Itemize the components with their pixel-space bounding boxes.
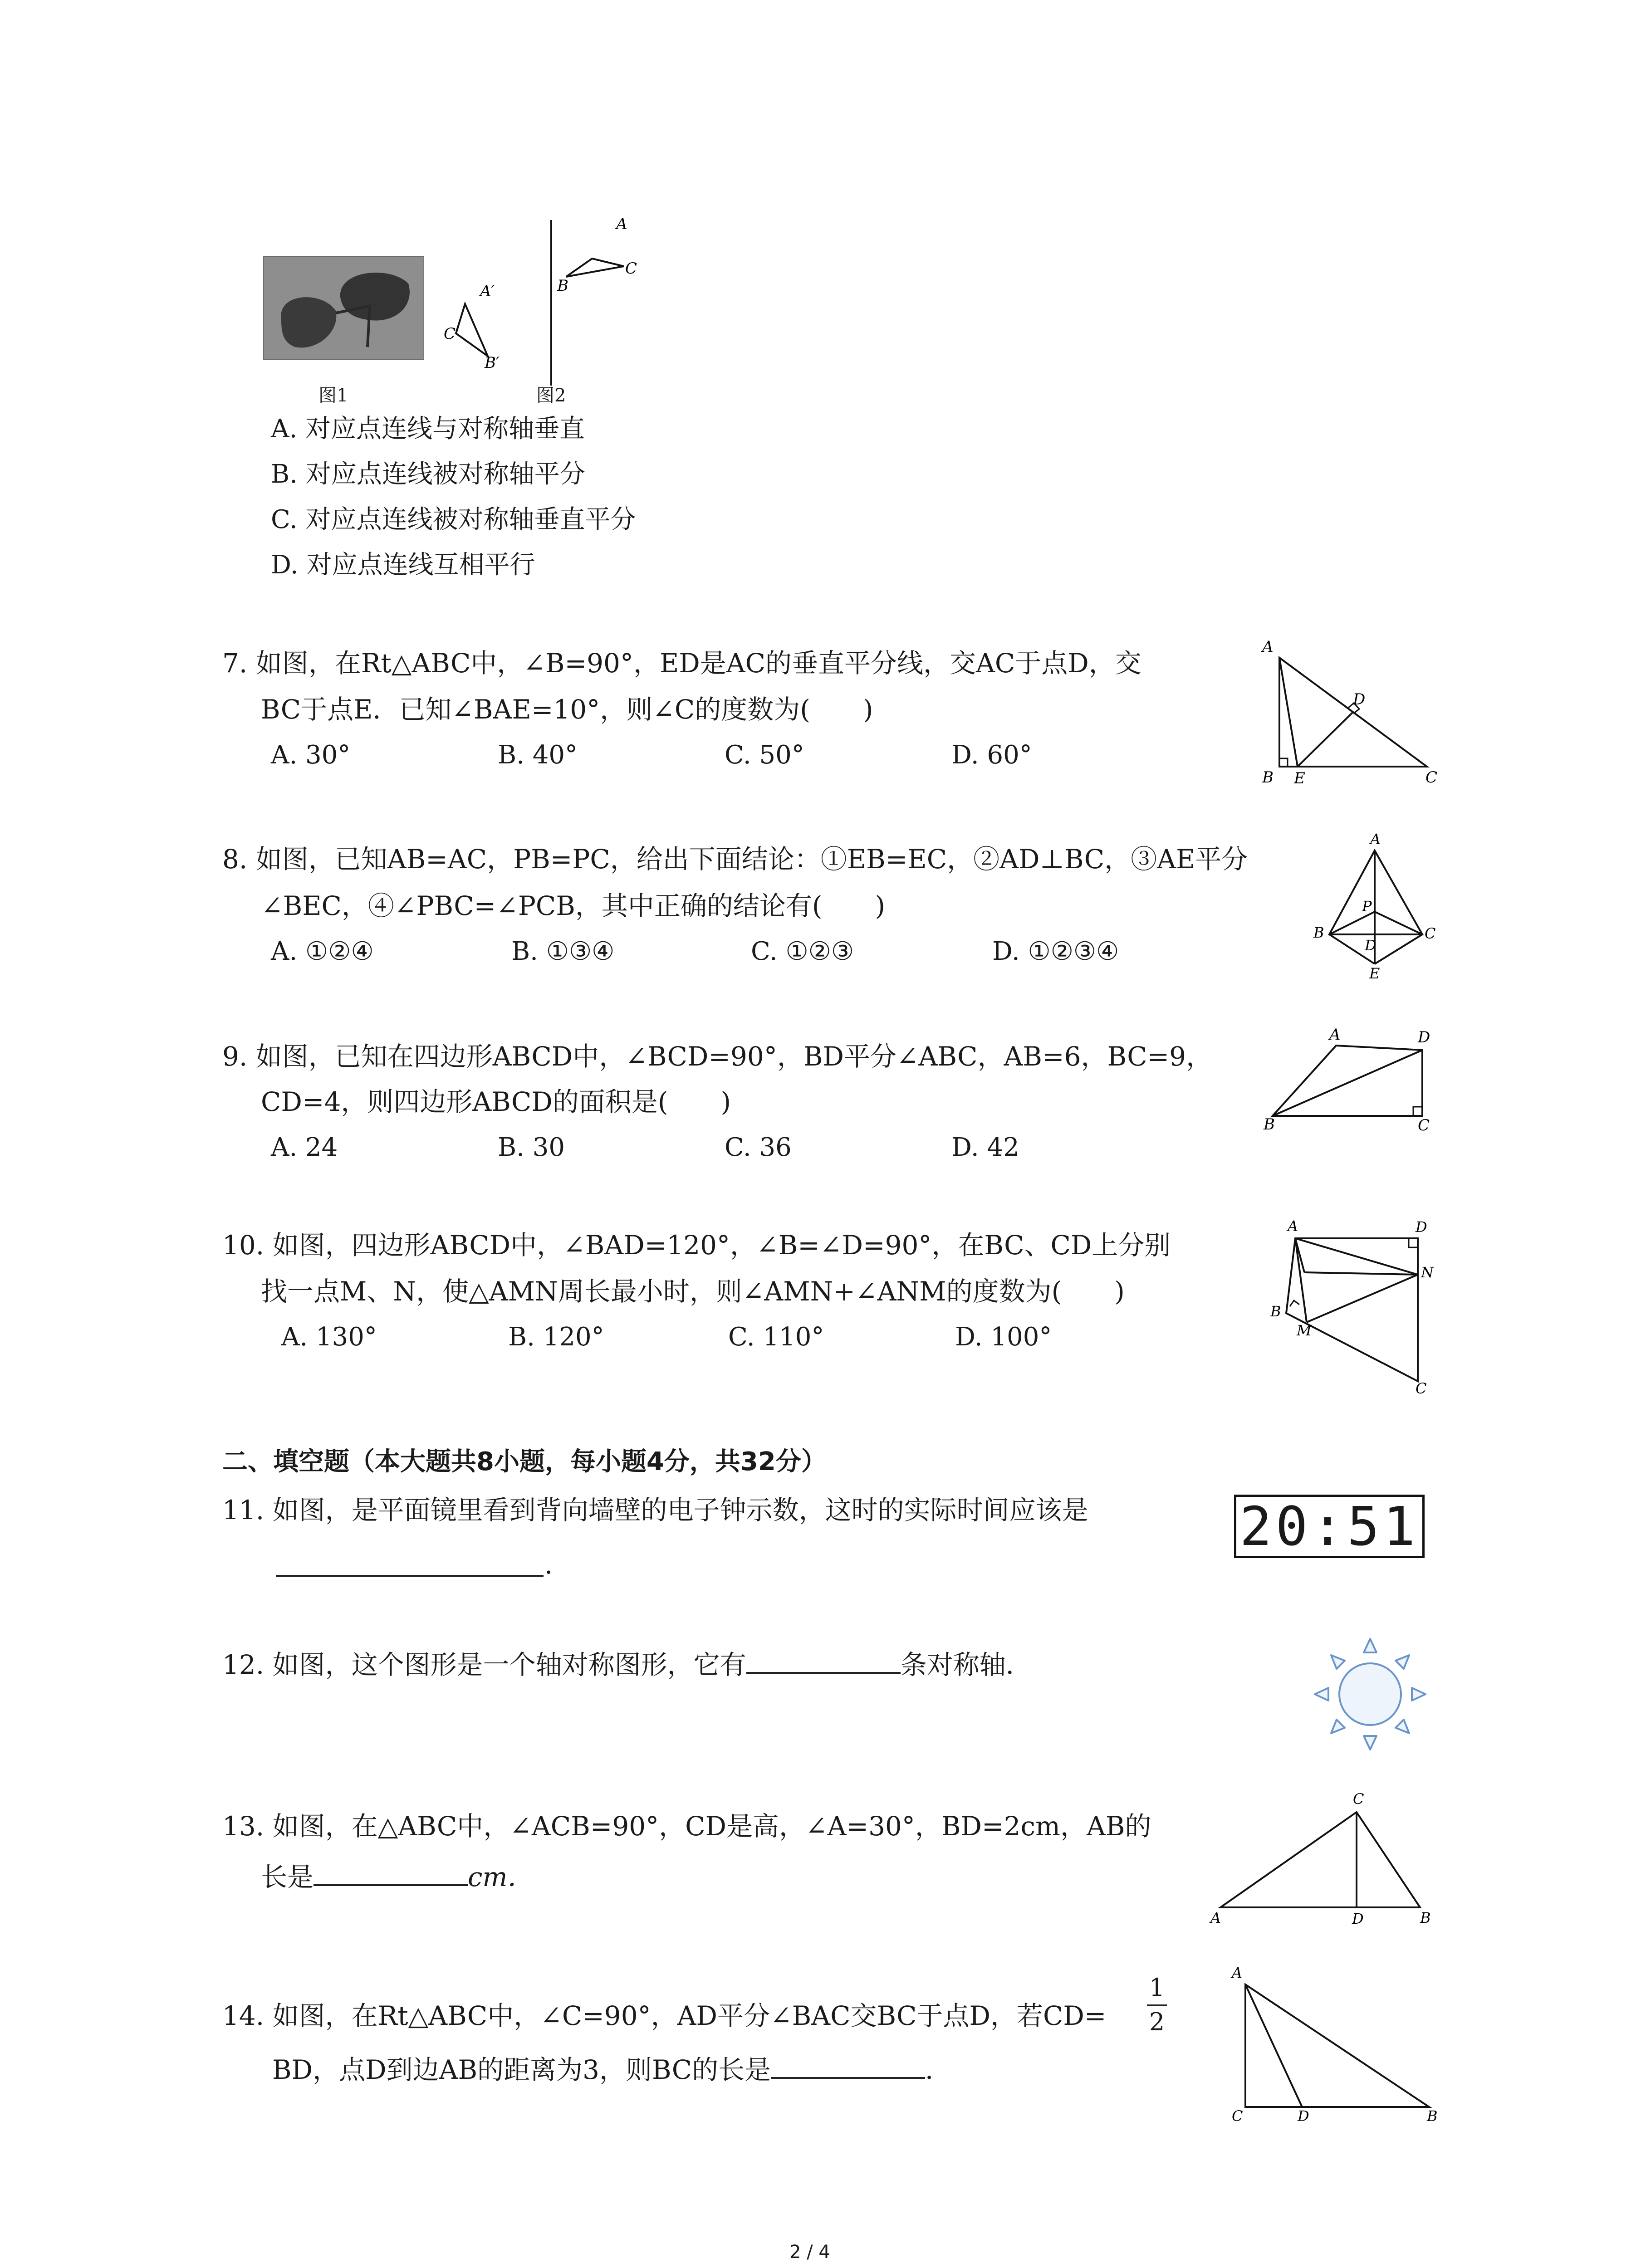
q14-fraction-bar (1147, 2004, 1167, 2006)
q11-answer-blank (276, 1575, 544, 1577)
q10-label-D: D (1416, 1218, 1427, 1236)
section-2-title: 二、填空题（本大题共8小题，每小题4分，共32分） (222, 1447, 827, 1476)
q7-stem-line2: BC于点E．已知∠BAE=10°，则∠C的度数为( ) (261, 694, 873, 725)
q13-stem-suffix: cm． (468, 1862, 534, 1892)
q13-label-D: D (1352, 1910, 1364, 1927)
q14-fraction (1143, 1975, 1171, 2034)
q9-stem-line1: 9. 如图，已知在四边形ABCD中，∠BCD=90°，BD平分∠ABC，AB=6，BC=9， (222, 1041, 1213, 1072)
q12-stem-suffix: 条对称轴． (900, 1649, 1032, 1680)
q7-label-D: D (1353, 690, 1366, 709)
q14-stem-line2 (272, 2053, 951, 2083)
q6-label-C: C (625, 259, 637, 278)
q9-label-D: D (1418, 1028, 1430, 1046)
q8-label-E: E (1369, 965, 1380, 982)
q6-figure-1-caption: 图1 (318, 385, 348, 406)
q11-stem-line1: 11. 如图，是平面镜里看到背向墙壁的电子钟示数，这时的实际时间应该是 (222, 1495, 1088, 1525)
q13-label-B: B (1420, 1909, 1431, 1926)
q8-stem-line2: ∠BEC，④∠PBC=∠PCB，其中正确的结论有( ) (261, 890, 886, 921)
q11-clock-digits: 20:51 (1239, 1495, 1419, 1558)
q8-label-P: P (1362, 898, 1372, 915)
page-number: 2 / 4 (789, 2242, 830, 2263)
q7-stem-line1: 7. 如图，在Rt△ABC中，∠B=90°，ED是AC的垂直平分线，交AC于点D，交 (222, 648, 1141, 679)
q14-figure (1220, 1964, 1447, 2132)
q14-fraction-denominator: 2 (1149, 2008, 1165, 2036)
q14-answer-blank (771, 2053, 925, 2079)
q9-stem-line2: CD=4，则四边形ABCD的面积是( ) (261, 1086, 731, 1117)
q13-stem-prefix: 长是 (261, 1862, 314, 1892)
q7-label-B: B (1262, 768, 1274, 787)
q13-answer-blank (314, 1860, 468, 1886)
q10-stem-line2: 找一点M、N，使△AMN周长最小时，则∠AMN+∠ANM的度数为( ) (261, 1276, 1125, 1307)
q13-stem-line1: 13. 如图，在△ABC中，∠ACB=90°，CD是高，∠A=30°，BD=2cm，AB的 (222, 1811, 1151, 1842)
q7-label-A: A (1262, 637, 1274, 656)
q9-figure (1257, 1023, 1447, 1141)
q10-label-N: N (1421, 1264, 1434, 1281)
q7-option-a: A. 30° (271, 740, 351, 770)
q14-stem-line1: 14. 如图，在Rt△ABC中，∠C=90°，AD平分∠BAC交BC于点D，若CD= (222, 2000, 1107, 2031)
q7-label-E: E (1294, 769, 1305, 787)
q8-option-a: A. ①②④ (271, 937, 374, 966)
q6-figure-2-diagram (431, 213, 667, 386)
q8-label-D: D (1365, 937, 1376, 954)
q8-label-B: B (1313, 924, 1324, 941)
q9-label-C: C (1418, 1116, 1430, 1134)
q10-option-b: B. 120° (508, 1322, 604, 1352)
q10-option-c: C. 110° (728, 1322, 824, 1352)
q6-option-b: B. 对应点连线被对称轴平分 (271, 459, 585, 489)
q10-label-B: B (1270, 1303, 1281, 1320)
q6-label-B: B (557, 276, 568, 295)
q14-stem-prefix: BD，点D到边AB的距离为3，则BC的长是 (272, 2054, 771, 2085)
q8-option-b: B. ①③④ (511, 937, 615, 966)
q6-label-A: A (616, 215, 627, 233)
q10-label-C: C (1416, 1380, 1427, 1397)
q7-option-b: B. 40° (498, 740, 578, 770)
q9-option-b: B. 30 (498, 1133, 565, 1162)
q7-figure (1252, 635, 1443, 803)
q9-option-a: A. 24 (271, 1133, 338, 1162)
q6-option-d: D. 对应点连线互相平行 (271, 550, 535, 580)
q9-label-A: A (1329, 1025, 1341, 1044)
q10-figure (1243, 1216, 1447, 1397)
q10-label-A: A (1288, 1217, 1298, 1235)
q6-label-A-prime: A′ (480, 282, 495, 300)
q14-label-C: C (1232, 2107, 1243, 2125)
q6-label-B-prime: B′ (485, 353, 500, 372)
q6-option-a: A. 对应点连线与对称轴垂直 (271, 414, 585, 444)
q10-stem-line1: 10. 如图，四边形ABCD中，∠BAD=120°，∠B=∠D=90°，在BC、CD上分别 (222, 1230, 1171, 1261)
q7-option-d: D. 60° (951, 740, 1032, 770)
q8-option-d: D. ①②③④ (992, 937, 1119, 966)
q12-sun-figure (1311, 1635, 1429, 1753)
q11-period: . (544, 1549, 553, 1580)
q12-stem-prefix: 12. 如图，这个图形是一个轴对称图形，它有 (222, 1649, 746, 1680)
q11-mirrored-clock (1234, 1495, 1425, 1558)
q14-label-A: A (1232, 1964, 1243, 1981)
q13-figure (1207, 1789, 1443, 1935)
q9-option-d: D. 42 (951, 1133, 1019, 1162)
q6-figure-1-leaf-photo (263, 256, 424, 360)
q6-figure-2-caption: 图2 (536, 385, 566, 406)
q14-label-B: B (1427, 2107, 1438, 2125)
q10-label-M: M (1297, 1322, 1312, 1339)
q8-option-c: C. ①②③ (751, 937, 854, 966)
q14-label-D: D (1298, 2107, 1309, 2125)
q10-option-d: D. 100° (955, 1322, 1052, 1352)
q6-label-C-prime: C′ (444, 324, 459, 343)
q8-figure (1311, 832, 1447, 996)
q8-stem-line1: 8. 如图，已知AB=AC，PB=PC，给出下面结论：①EB=EC，②AD⊥BC，③AE平分 (222, 844, 1248, 875)
q8-label-A: A (1370, 832, 1381, 848)
q7-label-C: C (1425, 768, 1438, 787)
q6-option-c: C. 对应点连线被对称轴垂直平分 (271, 505, 636, 534)
q12-answer-blank (746, 1647, 901, 1674)
q12-stem (222, 1647, 1032, 1678)
q8-label-C: C (1425, 925, 1436, 942)
q9-label-B: B (1264, 1115, 1275, 1134)
q10-option-a: A. 130° (281, 1322, 377, 1352)
q7-option-c: C. 50° (725, 740, 804, 770)
q14-stem-suffix: ． (925, 2054, 952, 2085)
q13-label-C: C (1353, 1790, 1364, 1808)
q13-label-A: A (1210, 1909, 1221, 1926)
q13-stem-line2 (261, 1860, 534, 1890)
q9-option-c: C. 36 (725, 1133, 792, 1162)
q14-fraction-numerator: 1 (1149, 1973, 1165, 2002)
